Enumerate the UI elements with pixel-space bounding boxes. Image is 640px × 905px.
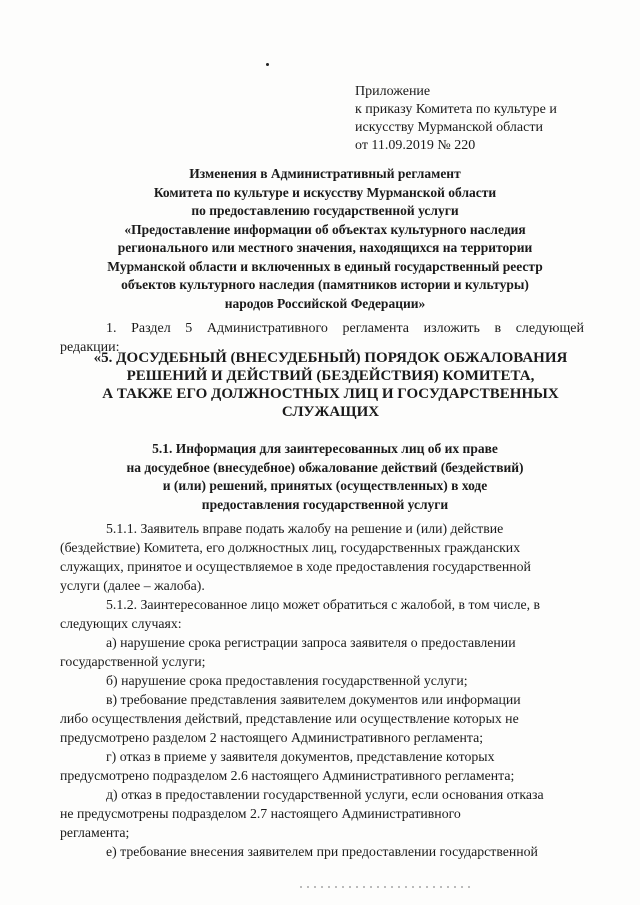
section-5-heading xyxy=(78,349,583,421)
section-heading-line: А ТАКЖЕ ЕГО ДОЛЖНОСТНЫХ ЛИЦ И ГОСУДАРСТВЕННЫХ xyxy=(102,386,559,402)
item-b-line: б) нарушение срока предоставления государственной услуги; xyxy=(106,673,468,688)
item-e-line: е) требование внесения заявителем при предоставлении государственной xyxy=(106,844,538,859)
item-g-line: предусмотрено подразделом 2.6 настоящего Административного регламента; xyxy=(60,768,515,783)
item-d-line: регламента; xyxy=(60,825,130,840)
item-v-line: либо осуществления действий, представление или осуществление которых не xyxy=(60,711,519,726)
document-title xyxy=(95,165,555,313)
title-line: Изменения в Административный регламент xyxy=(189,166,461,181)
title-line: Комитета по культуре и искусству Мурманской области xyxy=(153,184,497,200)
item-v-line: предусмотрено разделом 2 настоящего Административного регламента; xyxy=(60,730,484,745)
subsection-5-1-heading xyxy=(95,440,555,514)
title-line: регионального или местного значения, находящихся на территории xyxy=(117,240,533,255)
section-heading-line: РЕШЕНИЙ И ДЕЙСТВИЙ (БЕЗДЕЙСТВИЯ) КОМИТЕТА, xyxy=(126,368,535,384)
paragraph-5-1-2-line: 5.1.2. Заинтересованное лицо может обратиться с жалобой, в том числе, в xyxy=(106,597,541,612)
item-a-line: а) нарушение срока регистрации запроса заявителя о предоставлении xyxy=(106,635,516,650)
title-line: по предоставлению государственной услуги xyxy=(191,203,459,218)
title-line: народов Российской Федерации» xyxy=(224,295,426,311)
intro-line: 1. Раздел 5 Административного регламента изложить в следующей xyxy=(106,321,584,336)
appendix-line: к приказу Комитета по культуре и xyxy=(355,102,557,117)
appendix-header xyxy=(355,83,615,155)
item-v-line: в) требование представления заявителем документов или информации xyxy=(106,692,521,707)
body-text xyxy=(60,519,584,861)
section-heading-line: «5. ДОСУДЕБНЫЙ (ВНЕСУДЕБНЫЙ) ПОРЯДОК ОБЖАЛОВАНИЯ xyxy=(93,350,568,366)
appendix-line: Приложение xyxy=(355,84,431,99)
title-line: объектов культурного наследия (памятников истории и культуры) xyxy=(121,277,529,292)
subsection-heading-line: 5.1. Информация для заинтересованных лиц об их праве xyxy=(152,441,498,456)
paragraph-5-1-1-line: (бездействие) Комитета, его должностных лиц, государственных гражданских xyxy=(60,540,521,555)
scan-smudge xyxy=(300,886,470,888)
scan-speck xyxy=(266,63,269,66)
paragraph-5-1-1-line: услуги (далее – жалоба). xyxy=(60,578,205,593)
paragraph-5-1-1-line: служащих, принятое и осуществляемое в ходе предоставления государственной xyxy=(60,559,531,574)
item-d-line: д) отказ в предоставлении государственной услуги, если основания отказа xyxy=(106,787,544,802)
appendix-line: искусству Мурманской области xyxy=(355,120,543,135)
paragraph-5-1-2-line: следующих случаях: xyxy=(60,616,182,631)
title-line: «Предоставление информации об объектах культурного наследия xyxy=(124,221,526,237)
section-heading-line: СЛУЖАЩИХ xyxy=(281,404,380,420)
subsection-heading-line: на досудебное (внесудебное) обжалование действий (бездействий) xyxy=(126,459,524,475)
item-d-line: не предусмотрены подразделом 2.7 настоящего Административного xyxy=(60,806,461,821)
subsection-heading-line: и (или) решений, принятых (осуществленных) в ходе xyxy=(162,478,488,493)
item-g-line: г) отказ в приеме у заявителя документов, представление которых xyxy=(106,749,495,764)
paragraph-5-1-1-line: 5.1.1. Заявитель вправе подать жалобу на решение и (или) действие xyxy=(106,521,504,536)
appendix-line: от 11.09.2019 № 220 xyxy=(355,138,476,153)
intro-line: редакции: xyxy=(60,340,120,355)
title-line: Мурманской области и включенных в единый государственный реестр xyxy=(107,258,543,274)
item-a-line: государственной услуги; xyxy=(60,654,206,669)
subsection-heading-line: предоставления государственной услуги xyxy=(201,496,449,512)
